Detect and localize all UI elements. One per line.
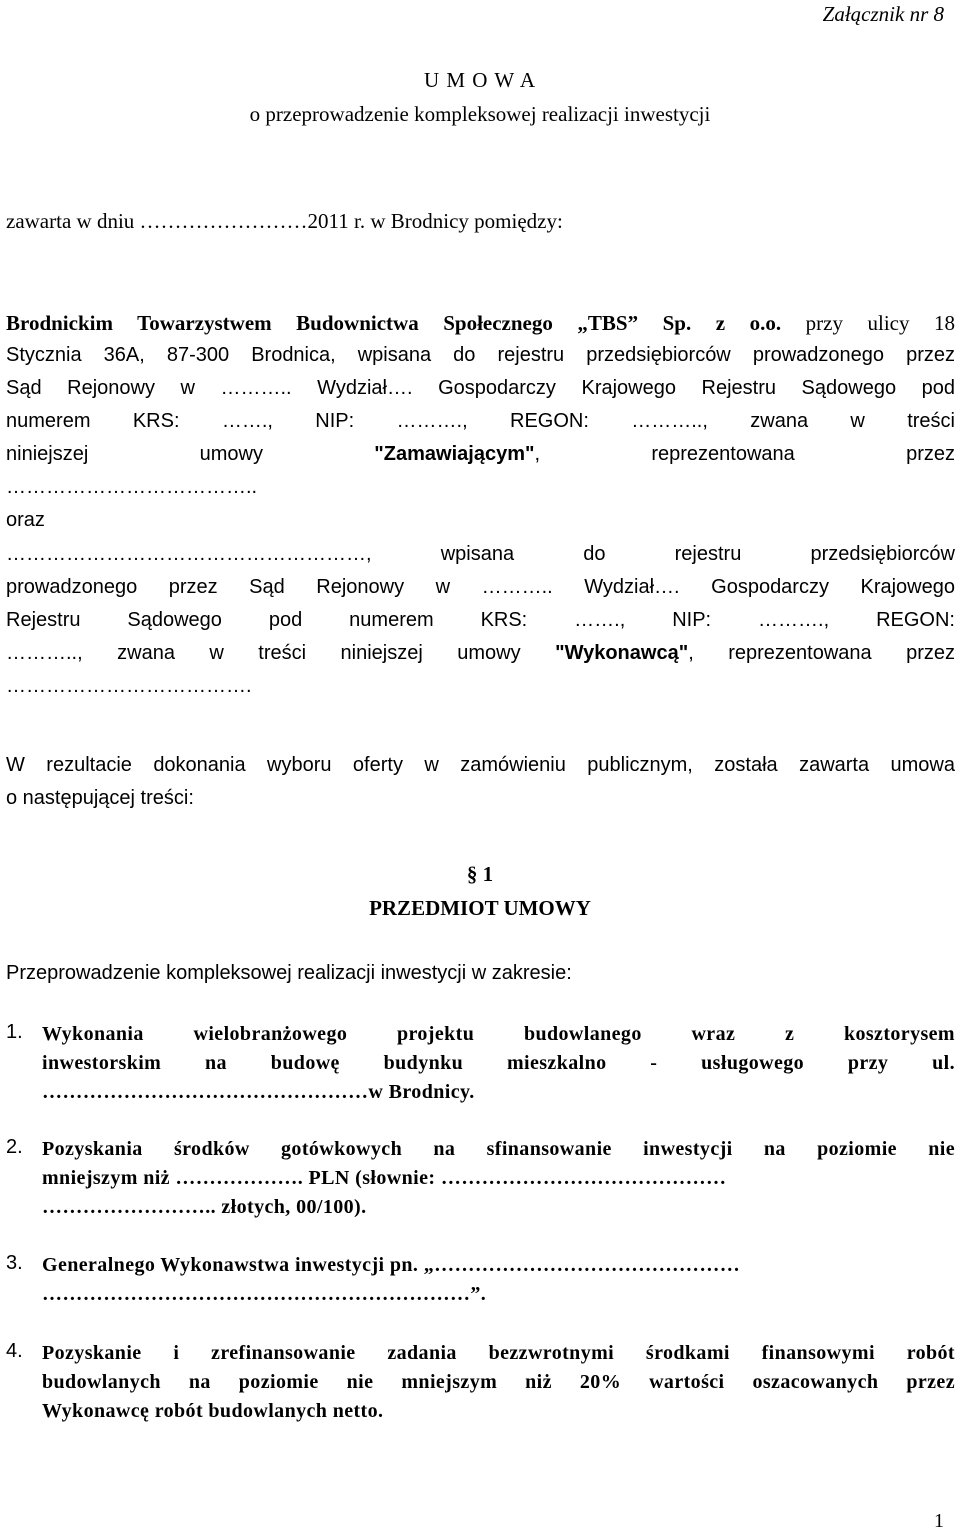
party2-representative: ………………………………. — [6, 675, 252, 697]
party1-line5-start: niniejszej umowy — [6, 443, 263, 465]
list-item-line: Wykonawcę robót budowlanych netto. — [42, 1400, 384, 1422]
section-number: § 1 — [466, 862, 494, 886]
party2-line2: prowadzonego przez Sąd Rejonowy w ……….. Wydział…. Gospodarczy Krajowego — [6, 576, 955, 598]
list-item-line: …………………….. złotych, 00/100). — [42, 1196, 367, 1218]
list-item-line: Pozyskania środków gotówkowych na sfinansowanie inwestycji na poziomie nie — [42, 1138, 955, 1160]
list-item-line: inwestorskim na budowę budynku mieszkalno - usługowego przy ul. — [42, 1052, 955, 1074]
document-title: U M O W A — [423, 68, 537, 92]
list-item — [42, 1251, 955, 1309]
section-intro: Przeprowadzenie kompleksowej realizacji inwestycji w zakresie: — [6, 962, 572, 984]
list-item-line: ………………………………………………………”. — [42, 1283, 487, 1305]
section-heading: PRZEDMIOT UMOWY — [369, 896, 591, 920]
result-line1: W rezultacie dokonania wyboru oferty w zamówieniu publicznym, została zawarta umowa — [6, 754, 955, 776]
annex-label: Załącznik nr 8 — [822, 2, 944, 26]
date-line: zawarta w dniu ……………………2011 r. w Brodnicy pomiędzy: — [6, 209, 563, 233]
page-number: 1 — [934, 1510, 944, 1532]
conjunction-oraz: oraz — [6, 509, 45, 531]
list-item — [42, 1135, 955, 1222]
party2-line4-end: , reprezentowana przez — [688, 642, 955, 664]
party1-line1 — [6, 311, 955, 336]
list-item — [42, 1020, 955, 1107]
party2-role: "Wykonawcą" — [555, 642, 689, 664]
party1-representative: ……………………………….. — [6, 476, 258, 498]
party1-line2: Stycznia 36A, 87-300 Brodnica, wpisana do rejestru przedsiębiorców prowadzonego przez — [6, 344, 955, 366]
party1-line4: numerem KRS: ……., NIP: ………., REGON: ……….., zwana w treści — [6, 410, 955, 432]
party1-name: Brodnickim Towarzystwem Budownictwa Społecznego „TBS” Sp. z o.o. — [6, 311, 782, 335]
party2-line1: ………………………………………………, wpisana do rejestru przedsiębiorców — [6, 543, 955, 565]
item-number: 3. — [6, 1252, 23, 1274]
party1-line3: Sąd Rejonowy w ……….. Wydział…. Gospodarczy Krajowego Rejestru Sądowego pod — [6, 377, 955, 399]
list-item-line: budowlanych na poziomie nie mniejszym niż 20% wartości oszacowanych przez — [42, 1371, 955, 1393]
party1-role: "Zamawiającym" — [374, 443, 535, 465]
item-number: 1. — [6, 1021, 23, 1043]
item-number: 2. — [6, 1136, 23, 1158]
party2-line3: Rejestru Sądowego pod numerem KRS: ……., NIP: ………., REGON: — [6, 609, 955, 631]
party2-line4-start: ……….., zwana w treści niniejszej umowy — [6, 642, 521, 664]
list-item-line: Pozyskanie i zrefinansowanie zadania bezzwrotnymi środkami finansowymi robót — [42, 1342, 955, 1364]
party1-address-start: przy ulicy 18 — [805, 311, 955, 335]
item-number: 4. — [6, 1340, 23, 1362]
document-subtitle: o przeprowadzenie kompleksowej realizacji inwestycji — [249, 102, 711, 126]
list-item-line: …………………………………………w Brodnicy. — [42, 1081, 475, 1103]
party2-line4 — [6, 642, 955, 665]
party1-line5 — [6, 443, 955, 466]
list-item-line: Generalnego Wykonawstwa inwestycji pn. „……………………………………… — [42, 1254, 741, 1276]
list-item — [42, 1339, 955, 1426]
list-item-line: mniejszym niż ………………. PLN (słownie: …………………………………… — [42, 1167, 727, 1189]
party1-line5-end: , reprezentowana przez — [534, 443, 956, 465]
result-line2: o następującej treści: — [6, 787, 194, 809]
list-item-line: Wykonania wielobranżowego projektu budowlanego wraz z kosztorysem — [42, 1023, 955, 1045]
